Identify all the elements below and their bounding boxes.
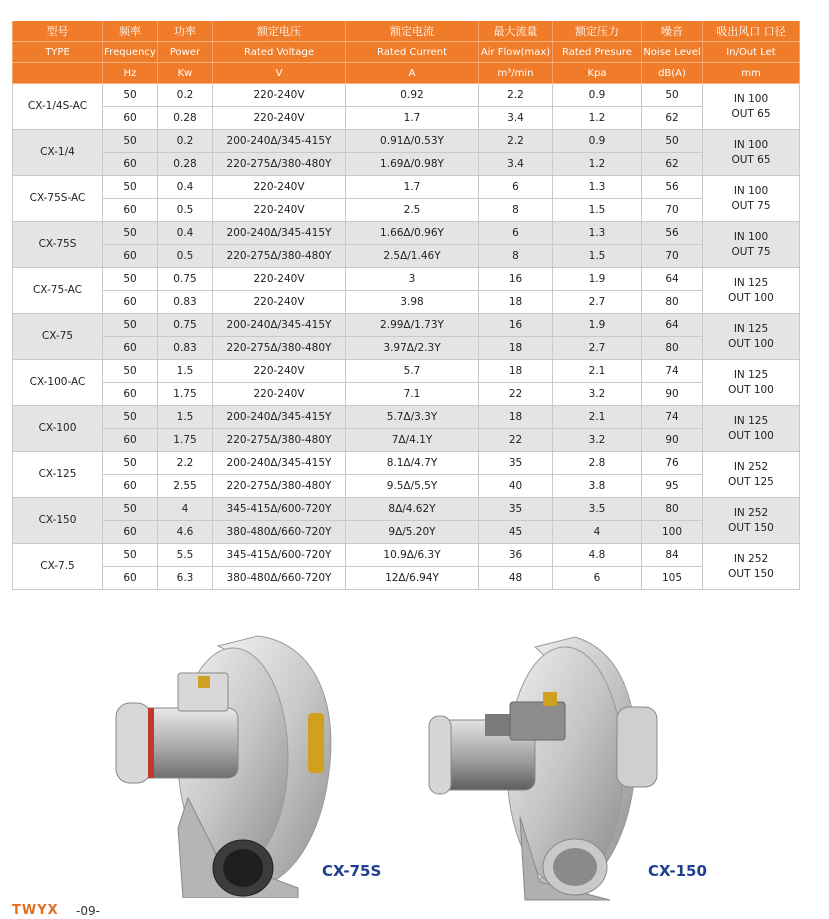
spec-cell: 16 [479,314,553,337]
spec-cell: 380-480Δ/660-720Y [213,521,346,544]
table-row [13,498,800,521]
table-row [13,268,800,291]
spec-cell: 0.75 [158,314,213,337]
spec-cell: 6 [553,567,642,590]
spec-cell: 50 [642,130,703,153]
spec-cell: 2.55 [158,475,213,498]
spec-cell: 2.2 [479,130,553,153]
header-row-chinese [13,21,800,42]
spec-cell: 3.5 [553,498,642,521]
spec-cell: 60 [103,153,158,176]
spec-cell: 64 [642,268,703,291]
spec-cell: 4.6 [158,521,213,544]
spec-cell: 50 [103,544,158,567]
spec-cell: 3.2 [553,383,642,406]
spec-cell: 0.92 [346,84,479,107]
spec-cell: 60 [103,521,158,544]
spec-cell: 16 [479,268,553,291]
spec-cell: 50 [103,222,158,245]
spec-cell: 220-275Δ/380-480Y [213,337,346,360]
model-name-cell: CX-1/4S-AC [13,84,103,130]
spec-cell: 220-275Δ/380-480Y [213,475,346,498]
spec-cell: 6.3 [158,567,213,590]
spec-cell: 220-275Δ/380-480Y [213,429,346,452]
spec-cell: 3.97Δ/2.3Y [346,337,479,360]
spec-cell: 200-240Δ/345-415Y [213,452,346,475]
spec-cell: 12Δ/6.94Y [346,567,479,590]
spec-cell: 90 [642,383,703,406]
spec-cell: 200-240Δ/345-415Y [213,130,346,153]
spec-cell: 8 [479,245,553,268]
spec-cell: 2.5Δ/1.46Y [346,245,479,268]
spec-cell: 35 [479,452,553,475]
table-row [13,360,800,383]
spec-cell: 1.2 [553,107,642,130]
spec-cell: 64 [642,314,703,337]
inout-cell: IN 252 OUT 150 [703,544,800,590]
spec-cell: 0.75 [158,268,213,291]
inout-cell: IN 100 OUT 75 [703,222,800,268]
spec-cell: 3.98 [346,291,479,314]
spec-cell: 2.1 [553,360,642,383]
spec-cell: 60 [103,245,158,268]
spec-cell: 3.4 [479,107,553,130]
spec-cell: 1.5 [553,245,642,268]
model-group [13,544,800,590]
spec-cell: 84 [642,544,703,567]
spec-cell: 7.1 [346,383,479,406]
model-name-cell: CX-100 [13,406,103,452]
table-row [13,383,800,406]
spec-cell: 18 [479,337,553,360]
spec-cell: 35 [479,498,553,521]
blower-photo-cx-75s [108,628,348,898]
spec-cell: 3.8 [553,475,642,498]
model-group [13,84,800,130]
model-group [13,176,800,222]
table-row [13,84,800,107]
spec-cell: 60 [103,337,158,360]
spec-cell: 100 [642,521,703,544]
spec-cell: 60 [103,475,158,498]
spec-cell: 5.7 [346,360,479,383]
header-zh-cell: 型号 [13,21,103,42]
spec-cell: 1.3 [553,222,642,245]
spec-cell: 0.83 [158,337,213,360]
table-row [13,314,800,337]
header-zh-cell: 频率 [103,21,158,42]
spec-cell: 220-240V [213,84,346,107]
spec-cell: 220-275Δ/380-480Y [213,245,346,268]
spec-cell: 0.9 [553,84,642,107]
spec-cell: 1.2 [553,153,642,176]
header-en-cell: Power [158,42,213,63]
header-zh-cell: 吸出风口 口径 [703,21,800,42]
header-units-cell: mm [703,63,800,84]
spec-cell: 0.28 [158,153,213,176]
spec-table [12,21,800,590]
spec-cell: 3.4 [479,153,553,176]
spec-cell: 200-240Δ/345-415Y [213,406,346,429]
table-row [13,337,800,360]
spec-cell: 2.2 [479,84,553,107]
spec-cell: 62 [642,107,703,130]
spec-cell: 50 [103,406,158,429]
spec-cell: 6 [479,176,553,199]
spec-cell: 18 [479,406,553,429]
spec-cell: 50 [103,176,158,199]
spec-cell: 1.9 [553,268,642,291]
table-row [13,406,800,429]
spec-cell: 60 [103,383,158,406]
spec-cell: 6 [479,222,553,245]
spec-cell: 220-240V [213,291,346,314]
spec-cell: 200-240Δ/345-415Y [213,222,346,245]
table-row [13,544,800,567]
table-row [13,130,800,153]
header-en-cell: Rated Voltage [213,42,346,63]
inout-cell: IN 125 OUT 100 [703,268,800,314]
header-en-cell: Rated Presure [553,42,642,63]
spec-cell: 50 [103,452,158,475]
header-en-cell: Rated Current [346,42,479,63]
header-units-cell: Kpa [553,63,642,84]
header-zh-cell: 噪音 [642,21,703,42]
spec-cell: 0.28 [158,107,213,130]
spec-cell: 74 [642,360,703,383]
spec-cell: 8Δ/4.62Y [346,498,479,521]
model-group [13,130,800,176]
model-group [13,222,800,268]
spec-cell: 0.5 [158,245,213,268]
header-units-cell: Kw [158,63,213,84]
spec-cell: 5.5 [158,544,213,567]
spec-cell: 70 [642,199,703,222]
spec-cell: 56 [642,222,703,245]
spec-cell: 60 [103,107,158,130]
spec-cell: 9Δ/5.20Y [346,521,479,544]
spec-cell: 1.3 [553,176,642,199]
blower-photo-cx-150 [425,632,670,902]
spec-cell: 70 [642,245,703,268]
spec-cell: 0.2 [158,130,213,153]
spec-cell: 220-240V [213,268,346,291]
spec-cell: 40 [479,475,553,498]
model-name-cell: CX-7.5 [13,544,103,590]
model-group [13,314,800,360]
model-name-cell: CX-75S-AC [13,176,103,222]
model-name-cell: CX-100-AC [13,360,103,406]
model-group [13,498,800,544]
spec-cell: 60 [103,291,158,314]
header-en-cell: In/Out Let [703,42,800,63]
spec-cell: 200-240Δ/345-415Y [213,314,346,337]
inout-cell: IN 252 OUT 125 [703,452,800,498]
table-row [13,452,800,475]
inout-cell: IN 100 OUT 65 [703,84,800,130]
spec-cell: 220-240V [213,360,346,383]
spec-cell: 18 [479,360,553,383]
header-en-cell: Noise Level [642,42,703,63]
spec-cell: 48 [479,567,553,590]
table-row [13,199,800,222]
model-name-cell: CX-75S [13,222,103,268]
spec-cell: 8 [479,199,553,222]
spec-cell: 2.1 [553,406,642,429]
spec-cell: 4.8 [553,544,642,567]
spec-cell: 1.75 [158,429,213,452]
spec-cell: 90 [642,429,703,452]
spec-cell: 1.7 [346,176,479,199]
header-units-cell: A [346,63,479,84]
spec-cell: 95 [642,475,703,498]
header-zh-cell: 额定电压 [213,21,346,42]
spec-cell: 4 [158,498,213,521]
header-row-units [13,63,800,84]
spec-cell: 1.5 [553,199,642,222]
spec-cell: 220-275Δ/380-480Y [213,153,346,176]
spec-cell: 80 [642,498,703,521]
model-name-cell: CX-1/4 [13,130,103,176]
page-number: -09- [76,904,100,918]
table-row [13,176,800,199]
spec-cell: 45 [479,521,553,544]
spec-cell: 220-240V [213,176,346,199]
model-group [13,406,800,452]
spec-cell: 76 [642,452,703,475]
spec-cell: 345-415Δ/600-720Y [213,498,346,521]
inout-cell: IN 125 OUT 100 [703,360,800,406]
spec-cell: 1.9 [553,314,642,337]
spec-cell: 50 [103,314,158,337]
spec-cell: 8.1Δ/4.7Y [346,452,479,475]
header-en-cell: TYPE [13,42,103,63]
spec-cell: 4 [553,521,642,544]
header-zh-cell: 功率 [158,21,213,42]
spec-cell: 22 [479,429,553,452]
spec-cell: 0.91Δ/0.53Y [346,130,479,153]
table-row [13,291,800,314]
spec-cell: 220-240V [213,199,346,222]
model-name-cell: CX-75-AC [13,268,103,314]
spec-cell: 1.66Δ/0.96Y [346,222,479,245]
spec-cell: 2.5 [346,199,479,222]
spec-cell: 50 [103,360,158,383]
spec-cell: 56 [642,176,703,199]
header-row-english [13,42,800,63]
spec-cell: 36 [479,544,553,567]
header-en-cell: Air Flow(max) [479,42,553,63]
spec-cell: 10.9Δ/6.3Y [346,544,479,567]
spec-cell: 1.5 [158,360,213,383]
inout-cell: IN 125 OUT 100 [703,314,800,360]
model-name-cell: CX-125 [13,452,103,498]
table-row [13,521,800,544]
table-row [13,107,800,130]
spec-cell: 0.4 [158,222,213,245]
spec-cell: 380-480Δ/660-720Y [213,567,346,590]
spec-cell: 7Δ/4.1Y [346,429,479,452]
spec-cell: 1.69Δ/0.98Y [346,153,479,176]
spec-cell: 3 [346,268,479,291]
spec-cell: 105 [642,567,703,590]
product-label-cx-75s: CX-75S [322,862,382,880]
spec-cell: 3.2 [553,429,642,452]
spec-cell: 9.5Δ/5.5Y [346,475,479,498]
spec-cell: 50 [103,498,158,521]
inout-cell: IN 100 OUT 65 [703,130,800,176]
model-name-cell: CX-150 [13,498,103,544]
spec-cell: 2.8 [553,452,642,475]
spec-cell: 60 [103,199,158,222]
header-units-cell: m³/min [479,63,553,84]
spec-cell: 62 [642,153,703,176]
product-label-cx-150: CX-150 [648,862,707,880]
spec-cell: 80 [642,291,703,314]
spec-cell: 1.75 [158,383,213,406]
table-row [13,429,800,452]
spec-cell: 0.2 [158,84,213,107]
spec-cell: 50 [103,84,158,107]
header-units-cell: dB(A) [642,63,703,84]
inout-cell: IN 252 OUT 150 [703,498,800,544]
spec-cell: 60 [103,567,158,590]
header-zh-cell: 最大流量 [479,21,553,42]
spec-cell: 1.5 [158,406,213,429]
spec-cell: 2.2 [158,452,213,475]
spec-cell: 18 [479,291,553,314]
spec-cell: 80 [642,337,703,360]
spec-cell: 50 [103,130,158,153]
model-group [13,360,800,406]
spec-cell: 0.83 [158,291,213,314]
spec-cell: 1.7 [346,107,479,130]
spec-cell: 220-240V [213,107,346,130]
spec-cell: 50 [642,84,703,107]
header-units-cell [13,63,103,84]
header-zh-cell: 额定压力 [553,21,642,42]
table-row [13,245,800,268]
table-row [13,567,800,590]
spec-cell: 2.99Δ/1.73Y [346,314,479,337]
inout-cell: IN 100 OUT 75 [703,176,800,222]
header-en-cell: Frequency [103,42,158,63]
spec-cell: 0.5 [158,199,213,222]
header-units-cell: Hz [103,63,158,84]
header-zh-cell: 额定电流 [346,21,479,42]
spec-cell: 345-415Δ/600-720Y [213,544,346,567]
model-group [13,452,800,498]
spec-cell: 0.4 [158,176,213,199]
header-units-cell: V [213,63,346,84]
model-name-cell: CX-75 [13,314,103,360]
spec-cell: 74 [642,406,703,429]
table-row [13,222,800,245]
spec-cell: 220-240V [213,383,346,406]
table-row [13,153,800,176]
footer-brand: TWYX [12,903,59,918]
table-header [13,21,800,84]
spec-cell: 50 [103,268,158,291]
table-row [13,475,800,498]
spec-cell: 22 [479,383,553,406]
inout-cell: IN 125 OUT 100 [703,406,800,452]
spec-cell: 2.7 [553,291,642,314]
spec-cell: 5.7Δ/3.3Y [346,406,479,429]
spec-cell: 2.7 [553,337,642,360]
model-group [13,268,800,314]
spec-cell: 60 [103,429,158,452]
spec-cell: 0.9 [553,130,642,153]
